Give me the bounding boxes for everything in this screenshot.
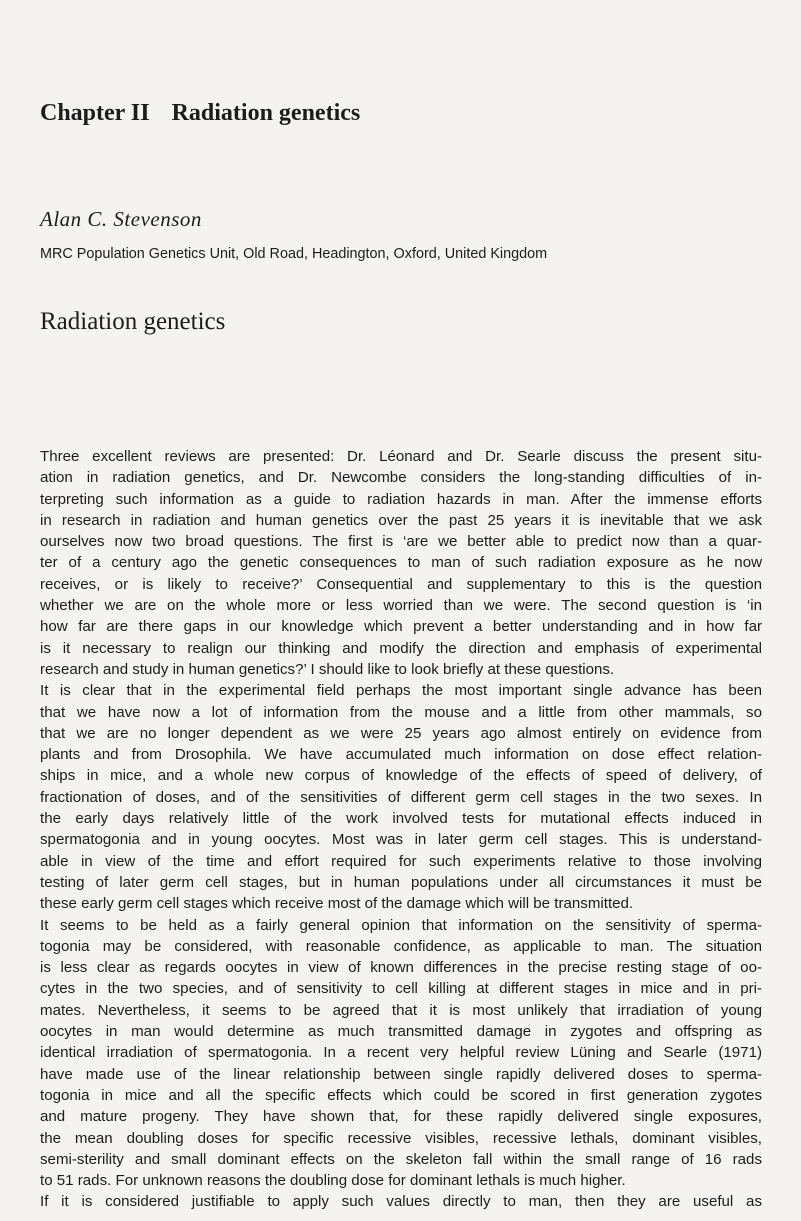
body-line: receives, or is likely to receive?’ Consequential and supplementary to this is the question <box>40 575 762 593</box>
body-line: research and study in human genetics?’ I should like to look briefly at these questions. <box>40 660 615 678</box>
body-line: spermatogonia and in young oocytes. Most was in later germ cell stages. This is understand- <box>40 831 762 849</box>
body-line: that we are no longer dependent as we were 25 years ago almost entirely on evidence from <box>40 724 762 742</box>
body-line: that we have now a lot of information from the mouse and a little from other mammals, so <box>40 703 762 721</box>
chapter-label: Chapter II <box>40 100 150 126</box>
body-text <box>40 446 762 1213</box>
body-line: Three excellent reviews are presented: Dr. Léonard and Dr. Searle discuss the present situ- <box>40 448 762 465</box>
body-line: is it necessary to realign our thinking and modify the direction and emphasis of experimental <box>40 639 762 657</box>
author-affiliation: MRC Population Genetics Unit, Old Road, Headington, Oxford, United Kingdom <box>40 246 548 262</box>
body-line: ation in radiation genetics, and Dr. Newcombe considers the long-standing difficulties of in- <box>40 469 762 487</box>
section-title: Radiation genetics <box>40 308 226 335</box>
body-line: the mean doubling doses for specific recessive visibles, recessive lethals, dominant visibles, <box>40 1129 762 1147</box>
body-line: fractionation of doses, and of the sensitivities of different germ cell stages in the two sexes. In <box>40 788 762 806</box>
body-line: whether we are on the whole more or less worried than we were. The second question is ‘in <box>40 597 762 615</box>
author-name: Alan C. Stevenson <box>40 207 202 231</box>
body-line: ships in mice, and a whole new corpus of knowledge of the effects of speed of delivery, of <box>40 767 762 785</box>
body-line: ourselves now two broad questions. The first is ‘are we better able to predict now than a quar- <box>40 533 762 551</box>
body-line: terpreting such information as a guide to radiation hazards in man. After the immense efforts <box>40 490 762 508</box>
body-line: It is clear that in the experimental field perhaps the most important single advance has been <box>40 682 762 700</box>
body-line: ter of a century ago the genetic consequences to man of such radiation exposure as he now <box>40 554 762 572</box>
body-line: to 51 rads. For unknown reasons the doubling dose for dominant lethals is much higher. <box>40 1172 626 1190</box>
body-line: plants and from Drosophila. We have accumulated much information on dose effect relation- <box>40 746 762 764</box>
body-line: identical irradiation of spermatogonia. In a recent very helpful review Lüning and Searle (1971) <box>40 1044 762 1062</box>
body-line: togonia may be considered, with reasonable confidence, as applicable to man. The situation <box>40 937 762 955</box>
body-line: these early germ cell stages which receive most of the damage which will be transmitted. <box>40 895 634 913</box>
body-line: testing of later germ cell stages, but in human populations under all circumstances it must be <box>40 873 762 891</box>
body-line: the early days relatively little of the work involved tests for mutational effects induced in <box>40 810 762 828</box>
body-line: how far are there gaps in our knowledge which prevent a better understanding and in how far <box>40 618 762 636</box>
body-line: cytes in the two species, and of sensitivity to cell killing at different stages in mice and in pri- <box>40 980 762 998</box>
body-line: and mature progeny. They have shown that, for these rapidly delivered single exposures, <box>40 1108 762 1126</box>
body-line: semi-sterility and small dominant effects on the skeleton fall within the small range of 16 rads <box>40 1150 762 1168</box>
body-line: is less clear as regards oocytes in view of known differences in the precise resting stage of oo- <box>40 959 762 977</box>
body-line: mates. Nevertheless, it seems to be agreed that it is most unlikely that irradiation of young <box>40 1001 762 1019</box>
body-line: oocytes in man would determine as much transmitted damage in zygotes and offspring as <box>40 1023 762 1041</box>
body-line: able in view of the time and effort required for such experiments relative to those involving <box>40 852 762 870</box>
body-line: have made use of the linear relationship between single rapidly delivered doses to sperma- <box>40 1065 762 1083</box>
chapter-heading <box>40 100 360 127</box>
body-line: It seems to be held as a fairly general opinion that information on the sensitivity of sperma- <box>40 916 762 934</box>
body-line: in research in radiation and human genetics over the past 25 years it is inevitable that we ask <box>40 511 762 529</box>
chapter-title: Radiation genetics <box>171 100 361 126</box>
body-line: togonia in mice and all the specific effects which could be scored in first generation zygotes <box>40 1086 762 1104</box>
body-line: If it is considered justifiable to apply such values directly to man, then they are useful as <box>40 1193 762 1211</box>
